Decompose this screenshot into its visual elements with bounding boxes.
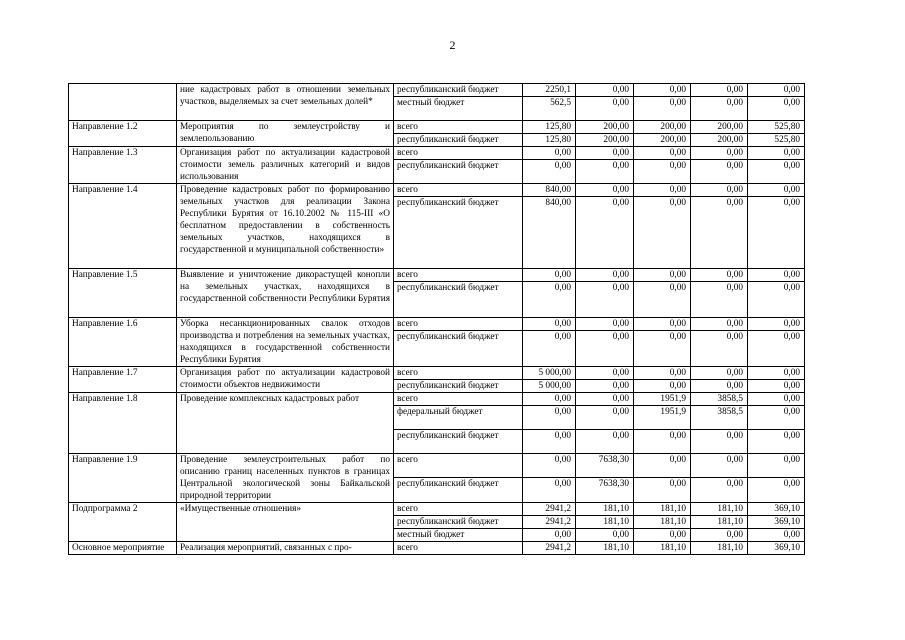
section-code-cell: Направление 1.4 xyxy=(69,184,177,269)
amount-cell: 0,00 xyxy=(691,269,748,282)
funding-source-cell: всего xyxy=(394,542,523,555)
amount-cell: 0,00 xyxy=(576,147,634,160)
amount-cell: 0,00 xyxy=(691,147,748,160)
page-number: 2 xyxy=(449,38,456,52)
amount-cell: 0,00 xyxy=(634,282,691,318)
amount-cell: 0,00 xyxy=(634,478,691,503)
description-cell: Мероприятия по землеустройству и землепользованию xyxy=(177,121,394,147)
table-row xyxy=(69,121,805,134)
amount-cell: 0,00 xyxy=(634,380,691,393)
amount-cell: 369,10 xyxy=(748,503,805,516)
funding-source-cell: республиканский бюджет xyxy=(394,478,523,503)
amount-cell: 0,00 xyxy=(523,282,576,318)
amount-cell: 5 000,00 xyxy=(523,380,576,393)
amount-cell: 0,00 xyxy=(576,184,634,197)
amount-cell: 0,00 xyxy=(691,367,748,380)
amount-cell: 0,00 xyxy=(691,318,748,331)
section-code-cell: Направление 1.3 xyxy=(69,147,177,184)
amount-cell: 0,00 xyxy=(748,380,805,393)
funding-source-cell: всего xyxy=(394,503,523,516)
description-cell: Проведение землеустроительных работ по описанию границ населенных пунктов в границах Центральной экологической зоны Байкальской природной территории xyxy=(177,454,394,503)
amount-cell: 1951,9 xyxy=(634,406,691,430)
amount-cell: 0,00 xyxy=(691,529,748,542)
description-cell: Проведение комплексных кадастровых работ xyxy=(177,393,394,454)
funding-source-cell: республиканский бюджет xyxy=(394,380,523,393)
amount-cell: 0,00 xyxy=(634,97,691,121)
funding-source-cell: местный бюджет xyxy=(394,97,523,121)
amount-cell: 0,00 xyxy=(634,197,691,269)
amount-cell: 562,5 xyxy=(523,97,576,121)
amount-cell: 0,00 xyxy=(691,184,748,197)
amount-cell: 0,00 xyxy=(634,367,691,380)
amount-cell: 0,00 xyxy=(748,406,805,430)
amount-cell: 0,00 xyxy=(748,282,805,318)
amount-cell: 0,00 xyxy=(576,282,634,318)
amount-cell: 0,00 xyxy=(634,269,691,282)
amount-cell: 3858,5 xyxy=(691,393,748,406)
amount-cell: 0,00 xyxy=(634,184,691,197)
table-row xyxy=(69,503,805,516)
amount-cell: 0,00 xyxy=(748,84,805,97)
amount-cell: 0,00 xyxy=(691,282,748,318)
amount-cell: 525,80 xyxy=(748,121,805,134)
amount-cell: 0,00 xyxy=(634,430,691,454)
amount-cell: 5 000,00 xyxy=(523,367,576,380)
table-row xyxy=(69,147,805,160)
amount-cell: 0,00 xyxy=(748,454,805,478)
amount-cell: 840,00 xyxy=(523,184,576,197)
section-code-cell: Направление 1.2 xyxy=(69,121,177,147)
description-cell: Организация работ по актуализации кадастровой стоимости земель различных категорий и видов использования xyxy=(177,147,394,184)
amount-cell: 0,00 xyxy=(748,97,805,121)
description-cell: Уборка несанкционированных свалок отходов производства и потребления на земельных участках, находящихся в государственной собственности Республики Бурятия xyxy=(177,318,394,367)
amount-cell: 0,00 xyxy=(691,430,748,454)
amount-cell: 0,00 xyxy=(523,147,576,160)
amount-cell: 0,00 xyxy=(748,197,805,269)
table-row xyxy=(69,542,805,555)
amount-cell: 0,00 xyxy=(691,97,748,121)
amount-cell: 0,00 xyxy=(576,269,634,282)
amount-cell: 0,00 xyxy=(691,197,748,269)
section-code-cell: Направление 1.5 xyxy=(69,269,177,318)
amount-cell: 181,10 xyxy=(691,503,748,516)
section-code-cell: Направление 1.7 xyxy=(69,367,177,393)
table-row xyxy=(69,84,805,97)
amount-cell: 0,00 xyxy=(748,184,805,197)
amount-cell: 0,00 xyxy=(748,318,805,331)
amount-cell: 181,10 xyxy=(691,542,748,555)
amount-cell: 2941,2 xyxy=(523,503,576,516)
amount-cell: 0,00 xyxy=(634,147,691,160)
description-cell: ние кадастровых работ в отношении земельных участков, выделяемых за счет земельных долей* xyxy=(177,84,394,121)
amount-cell: 0,00 xyxy=(748,147,805,160)
funding-source-cell: республиканский бюджет xyxy=(394,282,523,318)
amount-cell: 0,00 xyxy=(523,430,576,454)
amount-cell: 0,00 xyxy=(634,84,691,97)
amount-cell: 0,00 xyxy=(748,478,805,503)
section-code-cell: Направление 1.9 xyxy=(69,454,177,503)
amount-cell: 0,00 xyxy=(576,160,634,184)
amount-cell: 0,00 xyxy=(748,529,805,542)
amount-cell: 200,00 xyxy=(634,134,691,147)
description-cell: Реализация мероприятий, связанных с про- xyxy=(177,542,394,555)
funding-source-cell: федеральный бюджет xyxy=(394,406,523,430)
amount-cell: 0,00 xyxy=(523,478,576,503)
description-cell: Организация работ по актуализации кадастровой стоимости объектов недвижимости xyxy=(177,367,394,393)
section-code-cell xyxy=(69,84,177,121)
amount-cell: 200,00 xyxy=(576,134,634,147)
description-cell: «Имущественные отношения» xyxy=(177,503,394,542)
funding-source-cell: всего xyxy=(394,121,523,134)
section-code-cell: Направление 1.8 xyxy=(69,393,177,454)
funding-source-cell: всего xyxy=(394,147,523,160)
amount-cell: 0,00 xyxy=(576,367,634,380)
funding-source-cell: всего xyxy=(394,367,523,380)
amount-cell: 0,00 xyxy=(523,406,576,430)
amount-cell: 0,00 xyxy=(576,97,634,121)
funding-source-cell: всего xyxy=(394,318,523,331)
amount-cell: 181,10 xyxy=(576,503,634,516)
budget-table xyxy=(68,83,805,555)
table-row xyxy=(69,393,805,406)
amount-cell: 0,00 xyxy=(576,406,634,430)
amount-cell: 200,00 xyxy=(691,121,748,134)
amount-cell: 0,00 xyxy=(691,331,748,367)
amount-cell: 200,00 xyxy=(576,121,634,134)
amount-cell: 0,00 xyxy=(523,454,576,478)
amount-cell: 181,10 xyxy=(634,503,691,516)
amount-cell: 0,00 xyxy=(523,393,576,406)
funding-source-cell: всего xyxy=(394,393,523,406)
amount-cell: 0,00 xyxy=(748,160,805,184)
amount-cell: 181,10 xyxy=(576,516,634,529)
amount-cell: 0,00 xyxy=(748,367,805,380)
amount-cell: 181,10 xyxy=(634,542,691,555)
description-cell: Выявление и уничтожение дикорастущей конопли на земельных участках, находящихся в государственной собственности Республики Бурятия xyxy=(177,269,394,318)
funding-source-cell: местный бюджет xyxy=(394,529,523,542)
amount-cell: 2250,1 xyxy=(523,84,576,97)
amount-cell: 125,80 xyxy=(523,121,576,134)
section-code-cell: Подпрограмма 2 xyxy=(69,503,177,542)
funding-source-cell: всего xyxy=(394,184,523,197)
amount-cell: 840,00 xyxy=(523,197,576,269)
amount-cell: 0,00 xyxy=(576,529,634,542)
amount-cell: 0,00 xyxy=(748,269,805,282)
amount-cell: 0,00 xyxy=(748,393,805,406)
funding-source-cell: республиканский бюджет xyxy=(394,331,523,367)
amount-cell: 0,00 xyxy=(523,269,576,282)
amount-cell: 0,00 xyxy=(691,478,748,503)
funding-source-cell: республиканский бюджет xyxy=(394,197,523,269)
amount-cell: 369,10 xyxy=(748,516,805,529)
amount-cell: 0,00 xyxy=(523,318,576,331)
amount-cell: 0,00 xyxy=(691,454,748,478)
amount-cell: 0,00 xyxy=(634,529,691,542)
amount-cell: 7638,30 xyxy=(576,478,634,503)
funding-source-cell: республиканский бюджет xyxy=(394,134,523,147)
amount-cell: 0,00 xyxy=(634,454,691,478)
funding-source-cell: республиканский бюджет xyxy=(394,516,523,529)
amount-cell: 0,00 xyxy=(576,318,634,331)
budget-table-body xyxy=(69,84,805,555)
funding-source-cell: всего xyxy=(394,269,523,282)
amount-cell: 2941,2 xyxy=(523,516,576,529)
amount-cell: 0,00 xyxy=(576,380,634,393)
amount-cell: 0,00 xyxy=(634,331,691,367)
funding-source-cell: республиканский бюджет xyxy=(394,430,523,454)
amount-cell: 0,00 xyxy=(691,380,748,393)
amount-cell: 0,00 xyxy=(691,84,748,97)
table-row xyxy=(69,318,805,331)
section-code-cell: Основное мероприятие xyxy=(69,542,177,555)
amount-cell: 0,00 xyxy=(576,84,634,97)
funding-source-cell: всего xyxy=(394,454,523,478)
table-row xyxy=(69,454,805,466)
table-row xyxy=(69,367,805,380)
amount-cell: 0,00 xyxy=(748,331,805,367)
amount-cell: 0,00 xyxy=(523,529,576,542)
amount-cell: 200,00 xyxy=(634,121,691,134)
amount-cell: 7638,30 xyxy=(576,454,634,478)
amount-cell: 125,80 xyxy=(523,134,576,147)
amount-cell: 0,00 xyxy=(523,160,576,184)
funding-source-cell: республиканский бюджет xyxy=(394,160,523,184)
amount-cell: 1951,9 xyxy=(634,393,691,406)
amount-cell: 200,00 xyxy=(691,134,748,147)
amount-cell: 3858,5 xyxy=(691,406,748,430)
amount-cell: 0,00 xyxy=(634,318,691,331)
description-cell: Проведение кадастровых работ по формированию земельных участков для реализации Закона Республики Бурятия от 16.10.2002 № 115-III «О бесплатном предоставлении в собственность земельных участков, находящихся в государственной и муниципальной собственности» xyxy=(177,184,394,269)
amount-cell: 0,00 xyxy=(691,160,748,184)
amount-cell: 0,00 xyxy=(748,430,805,454)
funding-source-cell: республиканский бюджет xyxy=(394,84,523,97)
section-code-cell: Направление 1.6 xyxy=(69,318,177,367)
amount-cell: 0,00 xyxy=(576,331,634,367)
amount-cell: 0,00 xyxy=(576,393,634,406)
table-row xyxy=(69,269,805,282)
amount-cell: 2941,2 xyxy=(523,542,576,555)
amount-cell: 0,00 xyxy=(576,197,634,269)
amount-cell: 369,10 xyxy=(748,542,805,555)
amount-cell: 181,10 xyxy=(691,516,748,529)
amount-cell: 181,10 xyxy=(634,516,691,529)
amount-cell: 0,00 xyxy=(523,331,576,367)
amount-cell: 0,00 xyxy=(634,160,691,184)
table-row xyxy=(69,184,805,197)
amount-cell: 0,00 xyxy=(576,430,634,454)
amount-cell: 181,10 xyxy=(576,542,634,555)
amount-cell: 525,80 xyxy=(748,134,805,147)
